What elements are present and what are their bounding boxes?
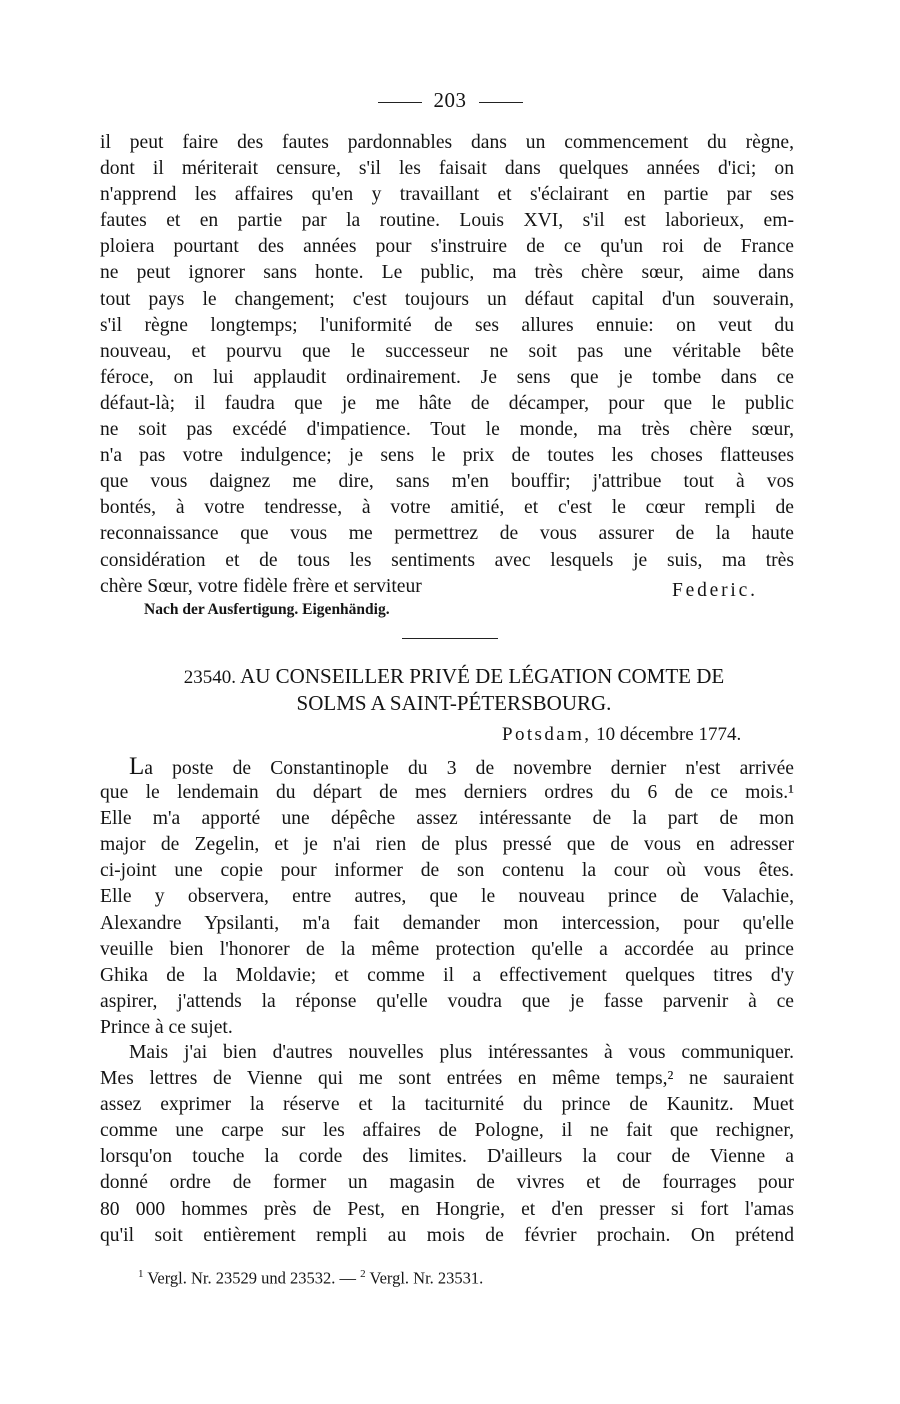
- page-number-dash-left: [378, 102, 422, 103]
- text-line: reconnaissance que vous me permettrez de vous assurer de la haute: [100, 523, 794, 545]
- text-line: veuille bien l'honorer de la même protection qu'elle a accordée au prince: [100, 938, 794, 960]
- text-line: que vous daignez me dire, sans m'en bouffir; j'attribue tout à vos: [100, 471, 794, 493]
- text-line: assez exprimer la réserve et la taciturnité du prince de Kaunitz. Muet: [100, 1094, 794, 1116]
- footnote-1-text: Vergl. Nr. 23529 und 23532. —: [147, 1268, 357, 1288]
- footnotes: [138, 1268, 483, 1289]
- letter-2-paragraph-2: [100, 1040, 794, 1249]
- letter-2-heading: [114, 664, 794, 690]
- text-line: Prince à ce sujet.: [100, 1016, 233, 1038]
- text-line: bontés, à votre tendresse, à votre amitié, et c'est le cœur rempli de: [100, 497, 794, 519]
- page-number-dash-right: [479, 102, 523, 103]
- text-line: nouveau, et pourvu que le successeur ne soit pas une véritable bête: [100, 340, 794, 362]
- letter-2-heading-cont: [114, 691, 794, 716]
- source-note: Nach der Ausfertigung. Eigenhändig.: [144, 601, 390, 618]
- dateline-place: Potsdam,: [502, 724, 592, 745]
- text-line: Mes lettres de Vienne qui me sont entrées en même temps,² ne sauraient: [100, 1068, 794, 1090]
- text-line: Mais j'ai bien d'autres nouvelles plus intéressantes à vous communiquer.: [129, 1042, 794, 1063]
- dateline: [502, 724, 741, 746]
- letter-1-body: [100, 130, 794, 600]
- text-line: considération et de tous les sentiments avec lesquels je suis, ma très: [100, 549, 794, 571]
- text-line: Elle m'a apporté une dépêche assez intéressante de la part de mon: [100, 808, 794, 830]
- dateline-date: 10 décembre 1774.: [596, 724, 742, 745]
- text-line: lorsqu'on touche la corde des limites. D'ailleurs la cour de Vienne a: [100, 1146, 794, 1168]
- text-line: Ghika de la Moldavie; et comme il a effectivement quelques titres d'y: [100, 964, 794, 986]
- section-divider: [402, 638, 498, 639]
- heading-line-1: AU CONSEILLER PRIVÉ DE LÉGATION COMTE DE: [240, 664, 725, 688]
- text-line: aspirer, j'attends la réponse qu'elle voudra que je fasse parvenir à ce: [100, 990, 794, 1012]
- text-line: défaut-là; il faudra que je me hâte de décamper, pour que le public: [100, 392, 794, 414]
- text-line: ne peut ignorer sans honte. Le public, ma très chère sœur, aime dans: [100, 262, 794, 284]
- text-line-rest: a poste de Constantinople du 3 de novembre dernier n'est arrivée: [144, 758, 794, 779]
- text-line: [100, 754, 794, 780]
- text-line: n'apprend les affaires qu'en y travaillant et s'éclairant en partie par ses: [100, 184, 794, 206]
- text-line: ci-joint une copie pour informer de son contenu la cour où vous êtes.: [100, 860, 794, 882]
- initial-letter: L: [129, 754, 145, 780]
- text-line: féroce, on lui applaudit ordinairement. Je sens que je tombe dans ce: [100, 366, 794, 388]
- letter-number: 23540.: [183, 667, 236, 688]
- text-line: comme une carpe sur les affaires de Pologne, il ne fait que rechigner,: [100, 1120, 794, 1142]
- text-line: ne soit pas excédé d'impatience. Tout le monde, ma très chère sœur,: [100, 419, 794, 441]
- text-line: Alexandre Ypsilanti, m'a fait demander mon intercession, pour qu'elle: [100, 912, 794, 934]
- text-line: donné ordre de former un magasin de vivres et de fourrages pour: [100, 1172, 794, 1194]
- text-line: n'a pas votre indulgence; je sens le prix de toutes les choses flatteuses: [100, 445, 794, 467]
- page-number: [0, 88, 900, 113]
- text-line: il peut faire des fautes pardonnables dans un commencement du règne,: [100, 132, 794, 153]
- text-line: chère Sœur, votre fidèle frère et serviteur: [100, 575, 422, 597]
- footnote-2-text: Vergl. Nr. 23531.: [369, 1268, 484, 1288]
- letter-2-paragraph-1: [100, 754, 794, 1041]
- text-line: 80 000 hommes près de Pest, en Hongrie, et d'en presser si fort l'amas: [100, 1198, 794, 1220]
- text-line: qu'il soit entièrement rempli au mois de février prochain. On prétend: [100, 1224, 794, 1246]
- footnote-1-mark: 1: [138, 1268, 144, 1280]
- text-line: dont il mériterait censure, s'il les faisait dans quelques années d'ici; on: [100, 158, 794, 180]
- footnote-2-mark: 2: [360, 1268, 366, 1280]
- text-line: major de Zegelin, et je n'ai rien de plus pressé que de vous en adresser: [100, 834, 794, 856]
- page-number-text: 203: [433, 88, 467, 112]
- text-line: tout pays le changement; c'est toujours un défaut capital d'un souverain,: [100, 288, 794, 310]
- text-line: Elle y observera, entre autres, que le nouveau prince de Valachie,: [100, 886, 794, 908]
- signature: Federic.: [672, 580, 758, 601]
- text-line: que le lendemain du départ de mes derniers ordres du 6 de ce mois.¹: [100, 782, 794, 804]
- heading-line-2: SOLMS A SAINT-PÉTERSBOURG.: [296, 691, 612, 715]
- text-line: s'il règne longtemps; l'uniformité de ses allures ennuie: on veut du: [100, 314, 794, 336]
- text-line: ploiera pourtant des années pour s'instruire de ce qu'un roi de France: [100, 236, 794, 258]
- text-line: fautes et en partie par la routine. Louis XVI, s'il est laborieux, em-: [100, 210, 794, 232]
